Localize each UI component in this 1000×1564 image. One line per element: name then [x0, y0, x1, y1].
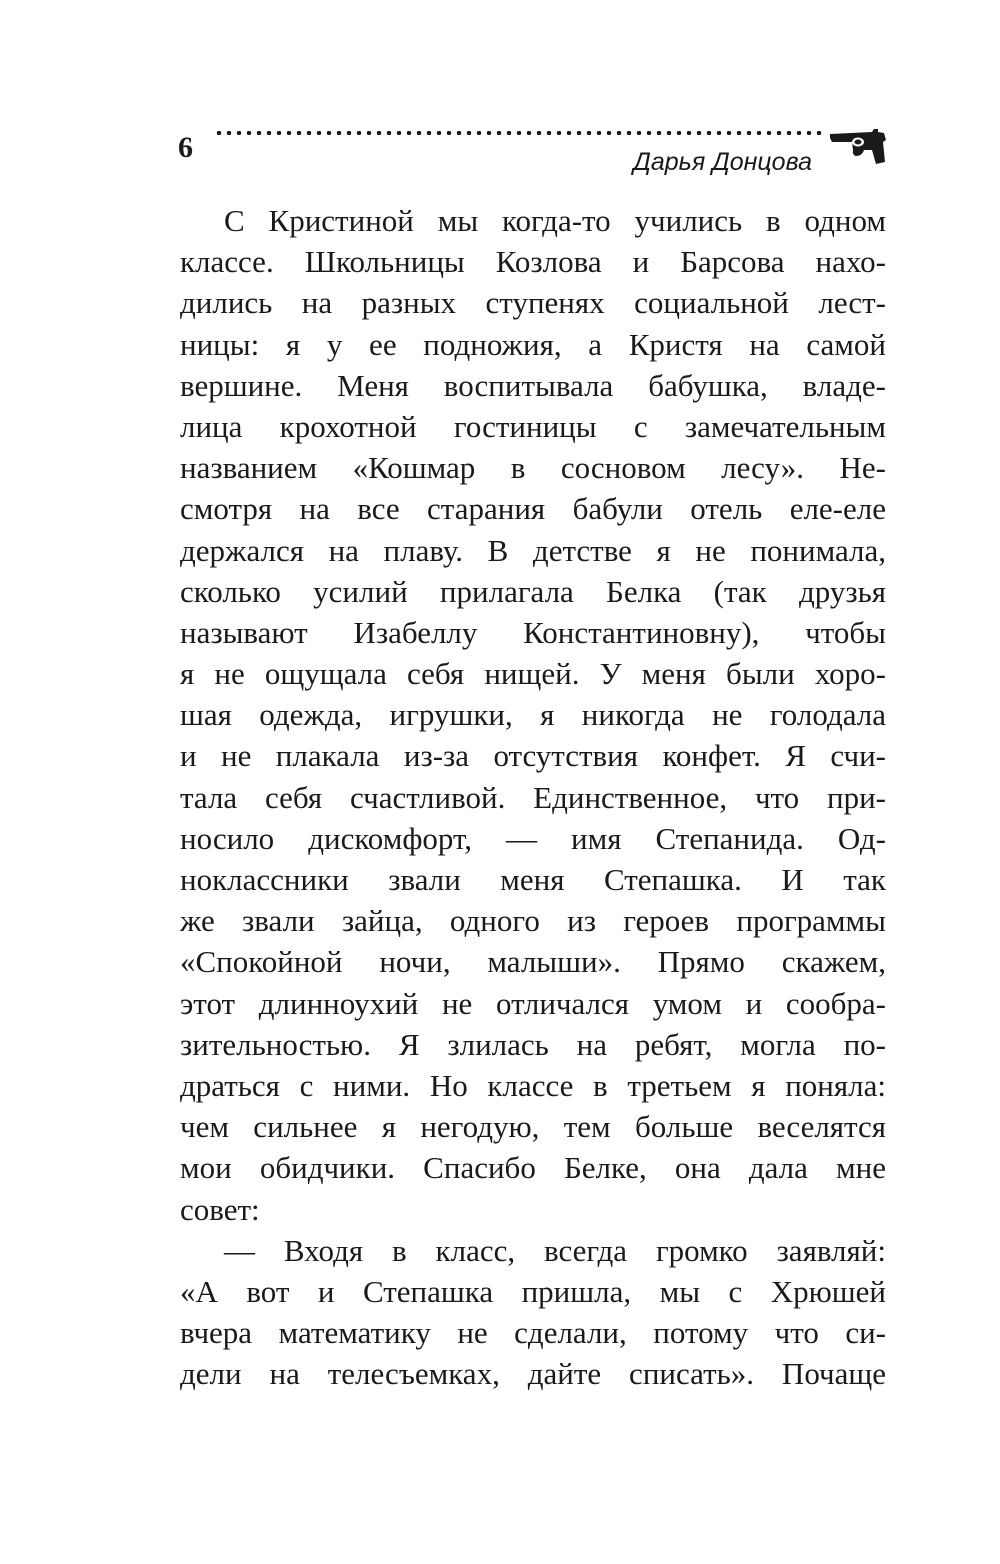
revolver-icon	[828, 128, 888, 168]
text-line: лица крохотной гостиницы с замечательным	[180, 408, 886, 444]
text-line: тала себя счастливой. Единственное, что при-	[180, 779, 886, 815]
text-line: сколько усилий прилагала Белка (так друзья	[180, 573, 886, 609]
leader-dots	[214, 131, 826, 135]
text-line: этот длинноухий не отличался умом и сообра-	[180, 985, 886, 1021]
text-line: чем сильнее я негодую, тем больше веселятся	[180, 1109, 886, 1145]
text-line: дились на разных ступенях социальной лест-	[180, 285, 886, 321]
text-line: вчера математику не сделали, потому что си-	[180, 1315, 886, 1351]
text-line: зительностью. Я злилась на ребят, могла по-	[180, 1026, 886, 1062]
text-line: ноклассники звали меня Степашка. И так	[180, 862, 886, 897]
text-line: — Входя в класс, всегда громко заявляй:	[224, 1232, 886, 1268]
text-line: С Кристиной мы когда-то учились в одном	[224, 203, 886, 238]
text-line: шая одежда, игрушки, я никогда не голодала	[180, 697, 886, 733]
text-line: смотря на все старания бабули отель еле-еле	[180, 491, 886, 527]
text-line: я не ощущала себя нищей. У меня были хоро-	[180, 656, 886, 692]
text-line: вершине. Меня воспитывала бабушка, владе-	[180, 367, 886, 403]
text-line: же звали зайца, одного из героев программы	[180, 903, 886, 939]
running-head-author: Дарья Донцова	[633, 148, 812, 176]
text-line: держался на плаву. В детстве я не понимала,	[180, 532, 886, 568]
page-number: 6	[178, 131, 193, 164]
text-line: совет:	[180, 1191, 260, 1227]
body-text	[180, 200, 886, 1394]
text-line: «Спокойной ночи, малыши». Прямо скажем,	[180, 944, 886, 980]
text-line: носило дискомфорт, — имя Степанида. Од-	[180, 820, 886, 856]
text-line: драться с ними. Но классе в третьем я поняла:	[180, 1067, 886, 1103]
text-line: называют Изабеллу Константиновну), чтобы	[180, 614, 886, 650]
text-line: названием «Кошмар в сосновом лесу». Не-	[180, 450, 886, 486]
text-line: мои обидчики. Спасибо Белке, она дала мне	[180, 1150, 886, 1186]
text-line: и не плакала из-за отсутствия конфет. Я счи-	[180, 738, 886, 774]
text-line: «А вот и Степашка пришла, мы с Хрюшей	[180, 1273, 886, 1309]
text-line: классе. Школьницы Козлова и Барсова нахо-	[180, 244, 886, 280]
text-line: ницы: я у ее подножия, а Кристя на самой	[180, 326, 886, 362]
text-line: дели на телесъемках, дайте списать». Почаще	[180, 1356, 886, 1392]
